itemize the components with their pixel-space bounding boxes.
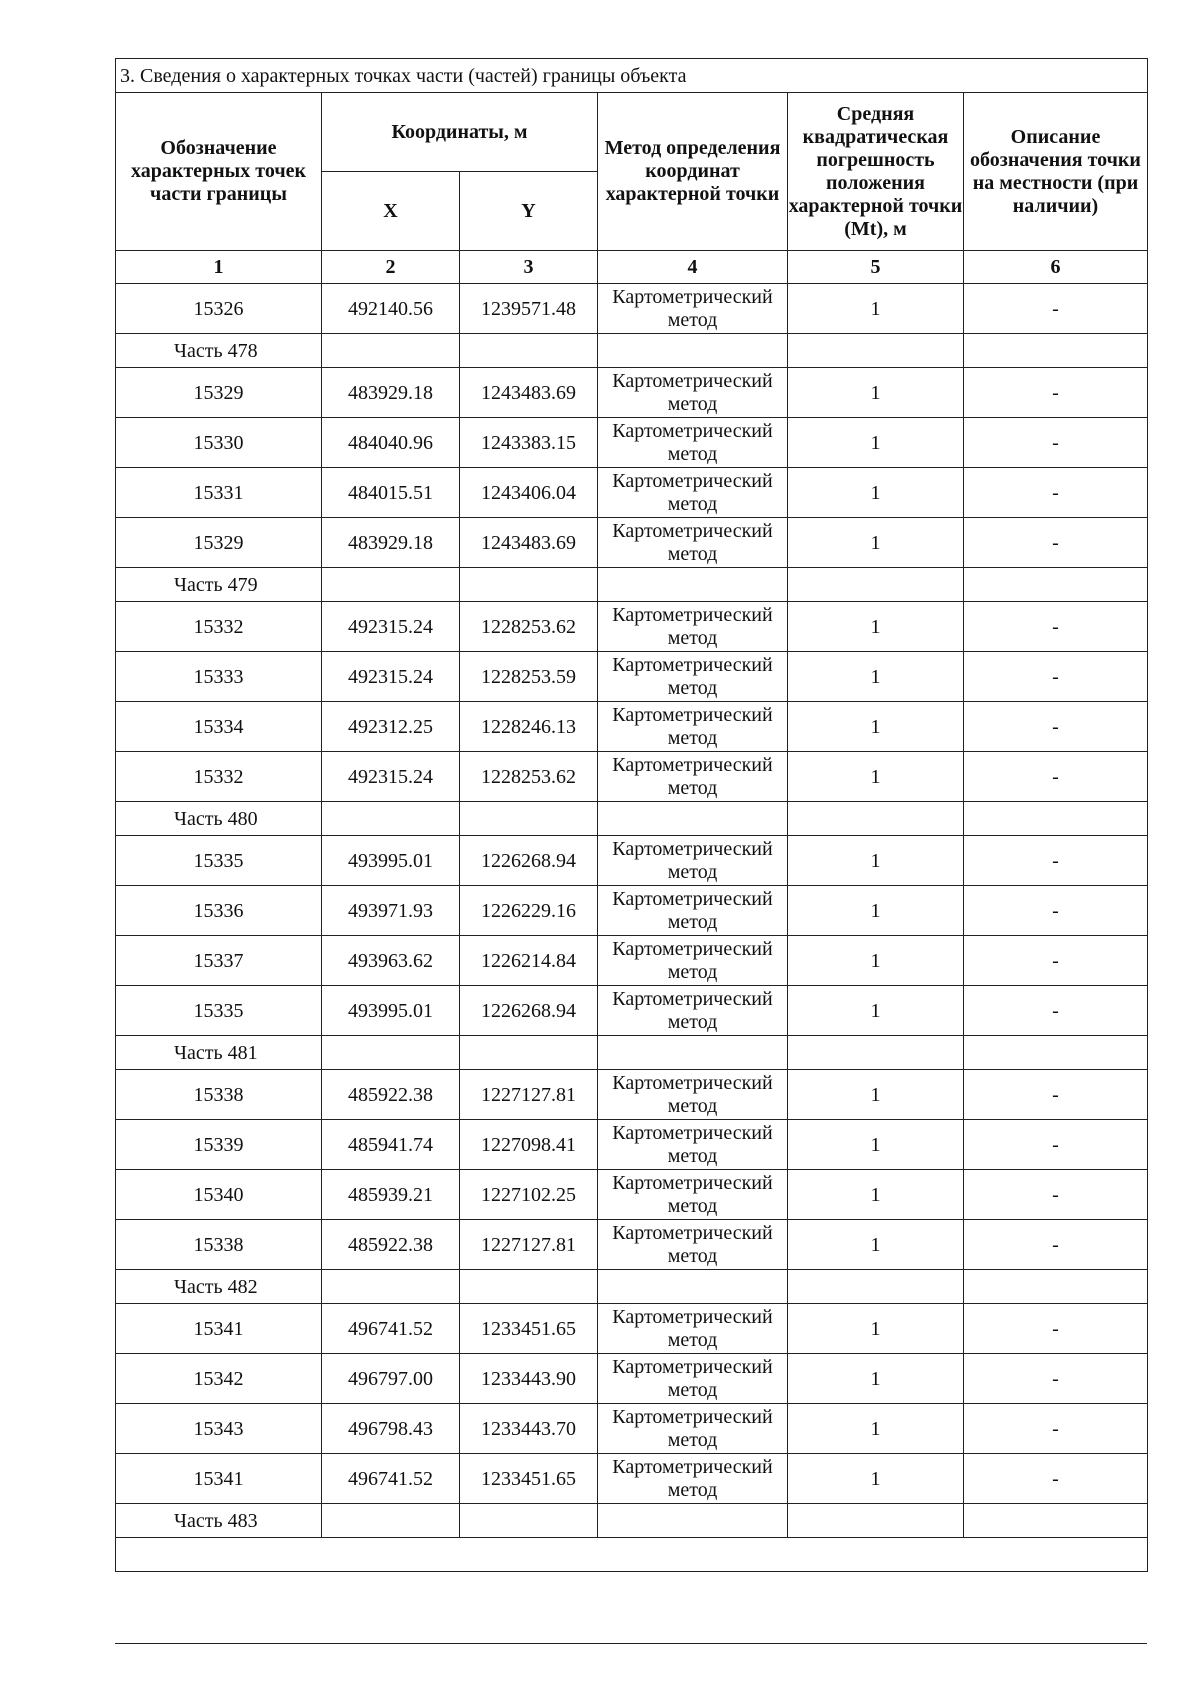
x-coordinate-cell: 492140.56 — [322, 284, 460, 334]
method-cell: Картометрический метод — [598, 284, 788, 334]
part-label: Часть 481 — [116, 1036, 322, 1070]
method-cell: Картометрический метод — [598, 1070, 788, 1120]
document-sheet — [115, 58, 1147, 1572]
y-coordinate-cell: 1243483.69 — [460, 518, 598, 568]
description-cell: - — [964, 1070, 1148, 1120]
x-coordinate-cell: 496798.43 — [322, 1404, 460, 1454]
error-cell: 1 — [788, 418, 964, 468]
y-coordinate-cell: 1239571.48 — [460, 284, 598, 334]
boundary-points-table — [115, 58, 1148, 1572]
y-coordinate-cell: 1233451.65 — [460, 1304, 598, 1354]
empty-cell — [598, 1036, 788, 1070]
point-id-cell: 15343 — [116, 1404, 322, 1454]
table-row — [116, 518, 1148, 568]
empty-cell — [460, 1504, 598, 1538]
empty-cell — [460, 334, 598, 368]
empty-cell — [322, 1504, 460, 1538]
description-cell: - — [964, 1404, 1148, 1454]
x-coordinate-cell: 492315.24 — [322, 602, 460, 652]
part-label: Часть 482 — [116, 1270, 322, 1304]
error-cell: 1 — [788, 1070, 964, 1120]
empty-cell — [788, 1270, 964, 1304]
table-row — [116, 1120, 1148, 1170]
method-cell: Картометрический метод — [598, 1304, 788, 1354]
point-id-cell: 15333 — [116, 652, 322, 702]
x-coordinate-cell: 485922.38 — [322, 1070, 460, 1120]
error-cell: 1 — [788, 702, 964, 752]
point-id-cell: 15335 — [116, 986, 322, 1036]
empty-cell — [788, 334, 964, 368]
empty-cell — [788, 802, 964, 836]
empty-cell — [322, 568, 460, 602]
table-row — [116, 652, 1148, 702]
table-row — [116, 1304, 1148, 1354]
table-row — [116, 1454, 1148, 1504]
description-cell: - — [964, 1304, 1148, 1354]
point-id-cell: 15341 — [116, 1454, 322, 1504]
description-cell: - — [964, 836, 1148, 886]
description-cell: - — [964, 602, 1148, 652]
error-cell: 1 — [788, 1170, 964, 1220]
empty-cell — [788, 1504, 964, 1538]
x-coordinate-cell: 483929.18 — [322, 518, 460, 568]
error-cell: 1 — [788, 1454, 964, 1504]
description-cell: - — [964, 1454, 1148, 1504]
y-coordinate-cell: 1243483.69 — [460, 368, 598, 418]
header-point-designation: Обозначение характерных точек части границы — [116, 93, 322, 251]
y-coordinate-cell: 1243406.04 — [460, 468, 598, 518]
description-cell: - — [964, 1354, 1148, 1404]
point-id-cell: 15332 — [116, 602, 322, 652]
header-y: Y — [460, 172, 598, 251]
empty-cell — [964, 1270, 1148, 1304]
section-title-row — [116, 59, 1148, 93]
footer-divider — [115, 1643, 1147, 1644]
method-cell: Картометрический метод — [598, 1220, 788, 1270]
description-cell: - — [964, 652, 1148, 702]
column-number: 3 — [460, 251, 598, 284]
y-coordinate-cell: 1227098.41 — [460, 1120, 598, 1170]
empty-cell — [460, 1036, 598, 1070]
empty-cell — [598, 334, 788, 368]
empty-cell — [322, 1270, 460, 1304]
column-number: 6 — [964, 251, 1148, 284]
error-cell: 1 — [788, 752, 964, 802]
empty-cell — [116, 1538, 1148, 1572]
method-cell: Картометрический метод — [598, 752, 788, 802]
empty-cell — [964, 1036, 1148, 1070]
error-cell: 1 — [788, 602, 964, 652]
method-cell: Картометрический метод — [598, 368, 788, 418]
header-row — [116, 93, 1148, 172]
empty-cell — [460, 1270, 598, 1304]
point-id-cell: 15336 — [116, 886, 322, 936]
table-end-row — [116, 1538, 1148, 1572]
point-id-cell: 15338 — [116, 1220, 322, 1270]
header-x: X — [322, 172, 460, 251]
error-cell: 1 — [788, 1120, 964, 1170]
error-cell: 1 — [788, 368, 964, 418]
y-coordinate-cell: 1228253.62 — [460, 602, 598, 652]
method-cell: Картометрический метод — [598, 1170, 788, 1220]
table-body — [116, 284, 1148, 1538]
part-header-row — [116, 334, 1148, 368]
point-id-cell: 15340 — [116, 1170, 322, 1220]
x-coordinate-cell: 483929.18 — [322, 368, 460, 418]
y-coordinate-cell: 1226268.94 — [460, 986, 598, 1036]
header-coordinates: Координаты, м — [322, 93, 598, 172]
x-coordinate-cell: 493971.93 — [322, 886, 460, 936]
empty-cell — [460, 568, 598, 602]
point-id-cell: 15326 — [116, 284, 322, 334]
description-cell: - — [964, 702, 1148, 752]
y-coordinate-cell: 1233451.65 — [460, 1454, 598, 1504]
method-cell: Картометрический метод — [598, 468, 788, 518]
table-row — [116, 284, 1148, 334]
part-header-row — [116, 802, 1148, 836]
header-method: Метод определения координат характерной точки — [598, 93, 788, 251]
description-cell: - — [964, 418, 1148, 468]
column-number: 4 — [598, 251, 788, 284]
point-id-cell: 15334 — [116, 702, 322, 752]
x-coordinate-cell: 493963.62 — [322, 936, 460, 986]
x-coordinate-cell: 484015.51 — [322, 468, 460, 518]
error-cell: 1 — [788, 886, 964, 936]
point-id-cell: 15331 — [116, 468, 322, 518]
y-coordinate-cell: 1227127.81 — [460, 1220, 598, 1270]
part-header-row — [116, 1504, 1148, 1538]
description-cell: - — [964, 1220, 1148, 1270]
y-coordinate-cell: 1227102.25 — [460, 1170, 598, 1220]
x-coordinate-cell: 492315.24 — [322, 752, 460, 802]
method-cell: Картометрический метод — [598, 602, 788, 652]
error-cell: 1 — [788, 1220, 964, 1270]
part-header-row — [116, 1036, 1148, 1070]
x-coordinate-cell: 493995.01 — [322, 986, 460, 1036]
error-cell: 1 — [788, 936, 964, 986]
method-cell: Картометрический метод — [598, 936, 788, 986]
description-cell: - — [964, 284, 1148, 334]
table-row — [116, 1354, 1148, 1404]
point-id-cell: 15338 — [116, 1070, 322, 1120]
error-cell: 1 — [788, 652, 964, 702]
y-coordinate-cell: 1233443.70 — [460, 1404, 598, 1454]
method-cell: Картометрический метод — [598, 986, 788, 1036]
header-error: Средняя квадратическая погрешность положения характерной точки (Mt), м — [788, 93, 964, 251]
description-cell: - — [964, 752, 1148, 802]
column-number-row — [116, 251, 1148, 284]
point-id-cell: 15339 — [116, 1120, 322, 1170]
error-cell: 1 — [788, 986, 964, 1036]
method-cell: Картометрический метод — [598, 886, 788, 936]
point-id-cell: 15335 — [116, 836, 322, 886]
y-coordinate-cell: 1226214.84 — [460, 936, 598, 986]
table-row — [116, 368, 1148, 418]
method-cell: Картометрический метод — [598, 418, 788, 468]
error-cell: 1 — [788, 518, 964, 568]
point-id-cell: 15342 — [116, 1354, 322, 1404]
point-id-cell: 15329 — [116, 368, 322, 418]
empty-cell — [322, 1036, 460, 1070]
y-coordinate-cell: 1228253.59 — [460, 652, 598, 702]
table-row — [116, 752, 1148, 802]
x-coordinate-cell: 484040.96 — [322, 418, 460, 468]
method-cell: Картометрический метод — [598, 836, 788, 886]
part-label: Часть 480 — [116, 802, 322, 836]
method-cell: Картометрический метод — [598, 652, 788, 702]
description-cell: - — [964, 368, 1148, 418]
table-row — [116, 1404, 1148, 1454]
description-cell: - — [964, 1170, 1148, 1220]
point-id-cell: 15329 — [116, 518, 322, 568]
table-row — [116, 468, 1148, 518]
method-cell: Картометрический метод — [598, 518, 788, 568]
description-cell: - — [964, 1120, 1148, 1170]
method-cell: Картометрический метод — [598, 1354, 788, 1404]
error-cell: 1 — [788, 1304, 964, 1354]
method-cell: Картометрический метод — [598, 1120, 788, 1170]
method-cell: Картометрический метод — [598, 1454, 788, 1504]
empty-cell — [964, 334, 1148, 368]
point-id-cell: 15330 — [116, 418, 322, 468]
empty-cell — [322, 334, 460, 368]
table-row — [116, 418, 1148, 468]
empty-cell — [598, 802, 788, 836]
y-coordinate-cell: 1243383.15 — [460, 418, 598, 468]
empty-cell — [964, 802, 1148, 836]
part-label: Часть 478 — [116, 334, 322, 368]
error-cell: 1 — [788, 1354, 964, 1404]
description-cell: - — [964, 468, 1148, 518]
empty-cell — [598, 1270, 788, 1304]
point-id-cell: 15332 — [116, 752, 322, 802]
empty-cell — [460, 802, 598, 836]
error-cell: 1 — [788, 1404, 964, 1454]
point-id-cell: 15341 — [116, 1304, 322, 1354]
y-coordinate-cell: 1228253.62 — [460, 752, 598, 802]
column-number: 5 — [788, 251, 964, 284]
error-cell: 1 — [788, 836, 964, 886]
x-coordinate-cell: 485939.21 — [322, 1170, 460, 1220]
error-cell: 1 — [788, 468, 964, 518]
table-row — [116, 702, 1148, 752]
table-row — [116, 1070, 1148, 1120]
table-row — [116, 1170, 1148, 1220]
table-row — [116, 886, 1148, 936]
x-coordinate-cell: 496797.00 — [322, 1354, 460, 1404]
part-header-row — [116, 568, 1148, 602]
description-cell: - — [964, 936, 1148, 986]
description-cell: - — [964, 886, 1148, 936]
table-row — [116, 836, 1148, 886]
empty-cell — [598, 1504, 788, 1538]
x-coordinate-cell: 485922.38 — [322, 1220, 460, 1270]
column-number: 2 — [322, 251, 460, 284]
x-coordinate-cell: 485941.74 — [322, 1120, 460, 1170]
method-cell: Картометрический метод — [598, 702, 788, 752]
x-coordinate-cell: 493995.01 — [322, 836, 460, 886]
header-description: Описание обозначения точки на местности (при наличии) — [964, 93, 1148, 251]
column-number: 1 — [116, 251, 322, 284]
part-label: Часть 483 — [116, 1504, 322, 1538]
empty-cell — [788, 568, 964, 602]
empty-cell — [598, 568, 788, 602]
table-row — [116, 986, 1148, 1036]
x-coordinate-cell: 496741.52 — [322, 1304, 460, 1354]
table-row — [116, 1220, 1148, 1270]
empty-cell — [964, 1504, 1148, 1538]
y-coordinate-cell: 1226268.94 — [460, 836, 598, 886]
y-coordinate-cell: 1226229.16 — [460, 886, 598, 936]
y-coordinate-cell: 1233443.90 — [460, 1354, 598, 1404]
x-coordinate-cell: 496741.52 — [322, 1454, 460, 1504]
table-row — [116, 602, 1148, 652]
y-coordinate-cell: 1228246.13 — [460, 702, 598, 752]
table-row — [116, 936, 1148, 986]
error-cell: 1 — [788, 284, 964, 334]
empty-cell — [964, 568, 1148, 602]
part-header-row — [116, 1270, 1148, 1304]
empty-cell — [788, 1036, 964, 1070]
x-coordinate-cell: 492315.24 — [322, 652, 460, 702]
method-cell: Картометрический метод — [598, 1404, 788, 1454]
description-cell: - — [964, 986, 1148, 1036]
section-title: 3. Сведения о характерных точках части (частей) границы объекта — [116, 59, 1148, 93]
description-cell: - — [964, 518, 1148, 568]
y-coordinate-cell: 1227127.81 — [460, 1070, 598, 1120]
x-coordinate-cell: 492312.25 — [322, 702, 460, 752]
part-label: Часть 479 — [116, 568, 322, 602]
point-id-cell: 15337 — [116, 936, 322, 986]
empty-cell — [322, 802, 460, 836]
